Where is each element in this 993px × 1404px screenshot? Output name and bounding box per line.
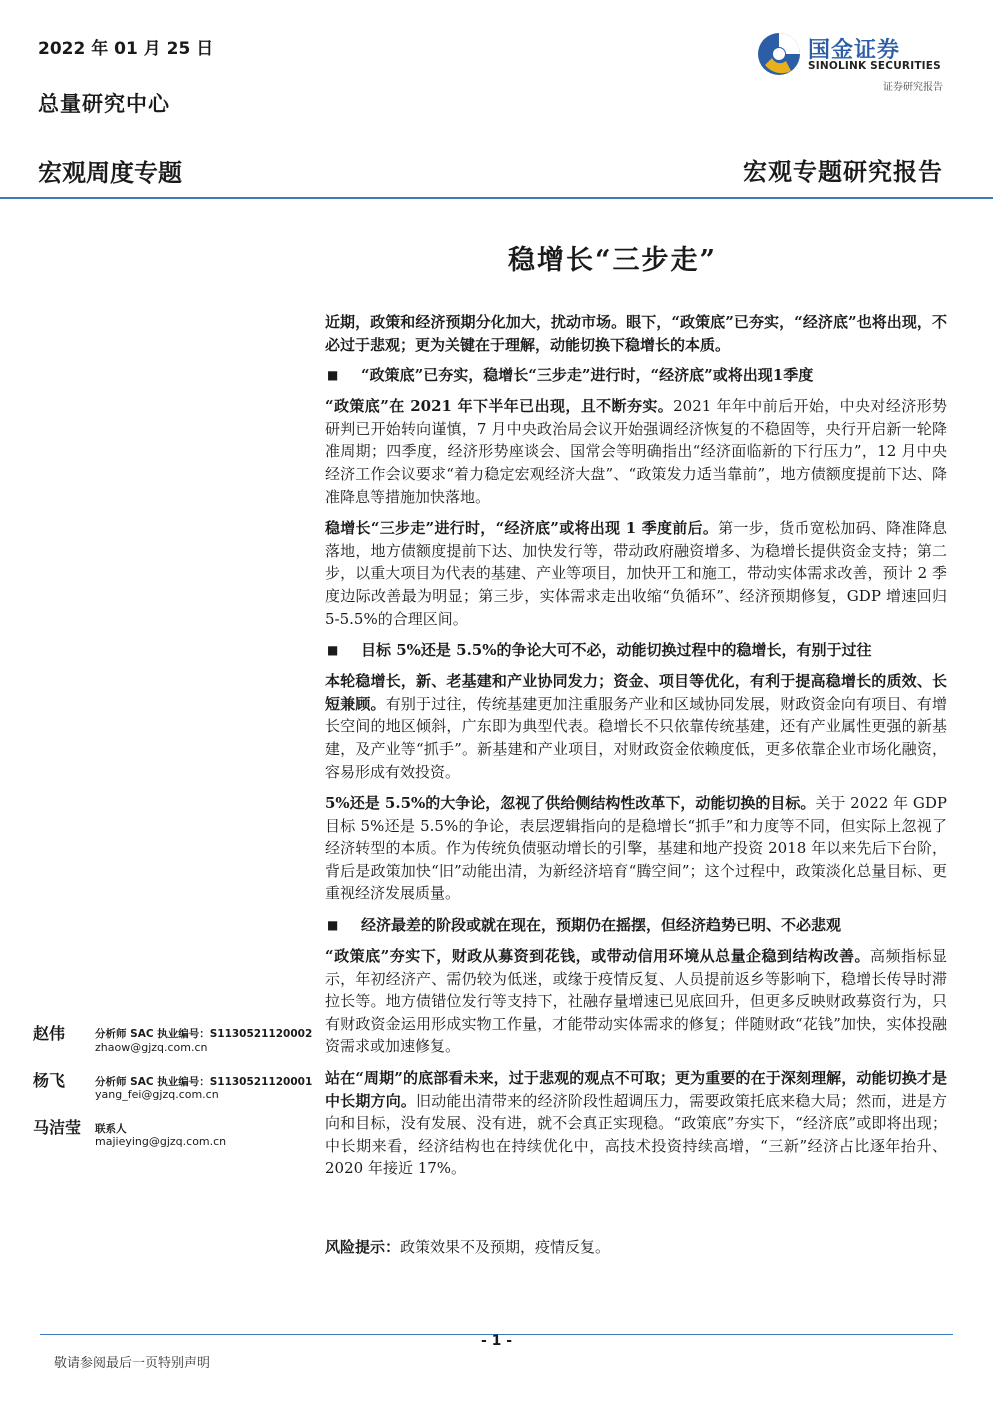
body-paragraph (325, 395, 947, 508)
paragraph-lead: “政策底”在 2021 年下半年已出现，且不断夯实。 (325, 397, 674, 416)
section-heading (325, 364, 947, 386)
section-heading-text: 经济最差的阶段或就在现在，预期仍在摇摆，但经济趋势已明、不必悲观 (361, 916, 842, 935)
risk-text: 政策效果不及预期，疫情反复。 (400, 1238, 611, 1256)
body-paragraph (325, 792, 947, 905)
sinolink-logo-icon (756, 31, 802, 77)
analyst-role: 联系人 (95, 1123, 127, 1135)
report-type: 宏观专题研究报告 (743, 157, 943, 186)
bullet-square-icon: ■ (327, 918, 339, 933)
report-title: 稳增长“三步走” (508, 245, 718, 276)
paragraph-text: 旧动能出清带来的经济阶段性超调压力，需要政策托底来稳大局；然而，进是方向和目标，没有发展、没有进，就不会真正实现稳。“政策底”夯实下，“经济底”或即将出现；中长期来看，经济结构也在持续优化中，高技术投资持续高增，“三新”经济占比逐年抬升、2020 年接近 17%。 (325, 1091, 947, 1178)
section-heading-text: “政策底”已夯实，稳增长“三步走”进行时，“经济底”或将出现1季度 (361, 366, 814, 385)
main-content (325, 311, 947, 1189)
analyst-name: 杨飞 (33, 1071, 66, 1090)
paragraph-lead: 站在“周期”的底部看未来，过于悲观的观点不可取；更为重要的在于深刻理解，动能切换才是中长期方向。 (325, 1069, 947, 1110)
analyst-name: 赵伟 (33, 1024, 66, 1043)
bullet-square-icon: ■ (327, 643, 339, 658)
body-paragraph (325, 1067, 947, 1180)
lead-paragraph: 近期，政策和经济预期分化加大，扰动市场。眼下，“政策底”已夯实，“经济底”也将出现，不必过于悲观；更为关键在于理解，动能切换下稳增长的本质。 (325, 313, 947, 354)
paragraph-lead: 5%还是 5.5%的大争论，忽视了供给侧结构性改革下，动能切换的目标。 (325, 794, 816, 813)
analyst-name: 马洁莹 (33, 1118, 82, 1137)
paragraph-text: 高频指标显示，年初经济产、需仍较为低迷，或缘于疫情反复、人员提前返乡等影响下，稳增长传导时滞拉长等。地方债错位发行等支持下，社融存量增速已见底回升，但更多反映财政募资行为，只有财政资金运用形成实物工作量，才能带动实体需求的修复；伴随财政“花钱”加快，实体投融资需求或加速修复。 (325, 947, 947, 1056)
page-number: - 1 - (480, 1333, 513, 1349)
risk-note (325, 1236, 610, 1257)
paragraph-lead: 稳增长“三步走”进行时，“经济底”或将出现 1 季度前后。 (325, 519, 719, 538)
risk-label: 风险提示： (325, 1238, 401, 1256)
body-paragraph (325, 670, 947, 783)
section-heading (325, 639, 947, 661)
logo-subtitle: 证券研究报告 (883, 82, 943, 93)
body-paragraph (325, 517, 947, 630)
paragraph-text: 第一步，货币宽松加码、降准降息落地，地方债额度提前下达、加快发行等，带动政府融资增多、为稳增长提供资金支持；第二步，以重大项目为代表的基建、产业等项目，加快开工和施工，带动实体需求改善，预计 2 季度边际改善最为明显；第三步，实体需求走出收缩“负循环”、经济预期修复，GDP 增速回归 5-5.5%的合理区间。 (325, 519, 947, 628)
department-name: 总量研究中心 (38, 91, 170, 116)
paragraph-text: 有别于过往，传统基建更加注重服务产业和区域协同发展，财政资金向有项目、有增长空间的地区倾斜，广东即为典型代表。稳增长不只依靠传统基建，还有产业属性更强的新基建，及产业等“抓手”。新基建和产业项目，对财政资金依赖度低，更多依靠企业市场化融资，容易形成有效投资。 (325, 694, 947, 781)
section-heading-text: 目标 5%还是 5.5%的争论大可不必，动能切换过程中的稳增长，有别于过往 (361, 641, 872, 660)
series-name: 宏观周度专题 (38, 159, 182, 187)
paragraph-text: 关于 2022 年 GDP 目标 5%还是 5.5%的争论，表层逻辑指向的是稳增长“抓手”和力度等不同，但实际上忽视了经济转型的本质。作为传统负债驱动增长的引擎，基建和地产投资 2018 年以来先后下台阶，背后是政策加快“旧”动能出清，为新经济培育“腾空间”；这个过程中，政策淡化总量目标、更重视经济发展质量。 (325, 794, 947, 903)
analyst-role: 分析师 SAC 执业编号：S1130521120001 (95, 1076, 313, 1088)
header-rule (0, 197, 993, 199)
analyst-email[interactable]: yang_fei@gjzq.com.cn (95, 1088, 219, 1101)
paragraph-lead: “政策底”夯实下，财政从募资到花钱，或带动信用环境从总量企稳到结构改善。 (325, 947, 871, 966)
analyst-email[interactable]: majieying@gjzq.com.cn (95, 1135, 227, 1148)
section-heading (325, 914, 947, 936)
logo-name-en: SINOLINK SECURITIES (808, 60, 941, 72)
paragraph-text: 2021 年年中前后开始，中央对经济形势研判已开始转向谨慎，7 月中央政治局会议开始强调经济恢复的不稳固等，央行开启新一轮降准周期；四季度，经济形势座谈会、国常会等明确指出“经济面临新的下行压力”，12 月中央经济工作会议要求“着力稳定宏观经济大盘”、“政策发力适当靠前”，地方债额度提前下达、降准降息等措施加快落地。 (325, 397, 948, 506)
paragraph-lead: 本轮稳增长，新、老基建和产业协同发力；资金、项目等优化，有利于提高稳增长的质效、长短兼顾。 (325, 672, 947, 713)
report-date: 2022 年 01 月 25 日 (38, 39, 214, 59)
analyst-role: 分析师 SAC 执业编号：S1130521120002 (95, 1028, 313, 1040)
bullet-square-icon: ■ (327, 368, 339, 383)
body-paragraph (325, 945, 947, 1058)
logo-name-cn: 国金证券 (808, 38, 901, 63)
analyst-email[interactable]: zhaow@gjzq.com.cn (95, 1041, 208, 1054)
disclaimer-note: 敬请参阅最后一页特别声明 (54, 1356, 211, 1371)
